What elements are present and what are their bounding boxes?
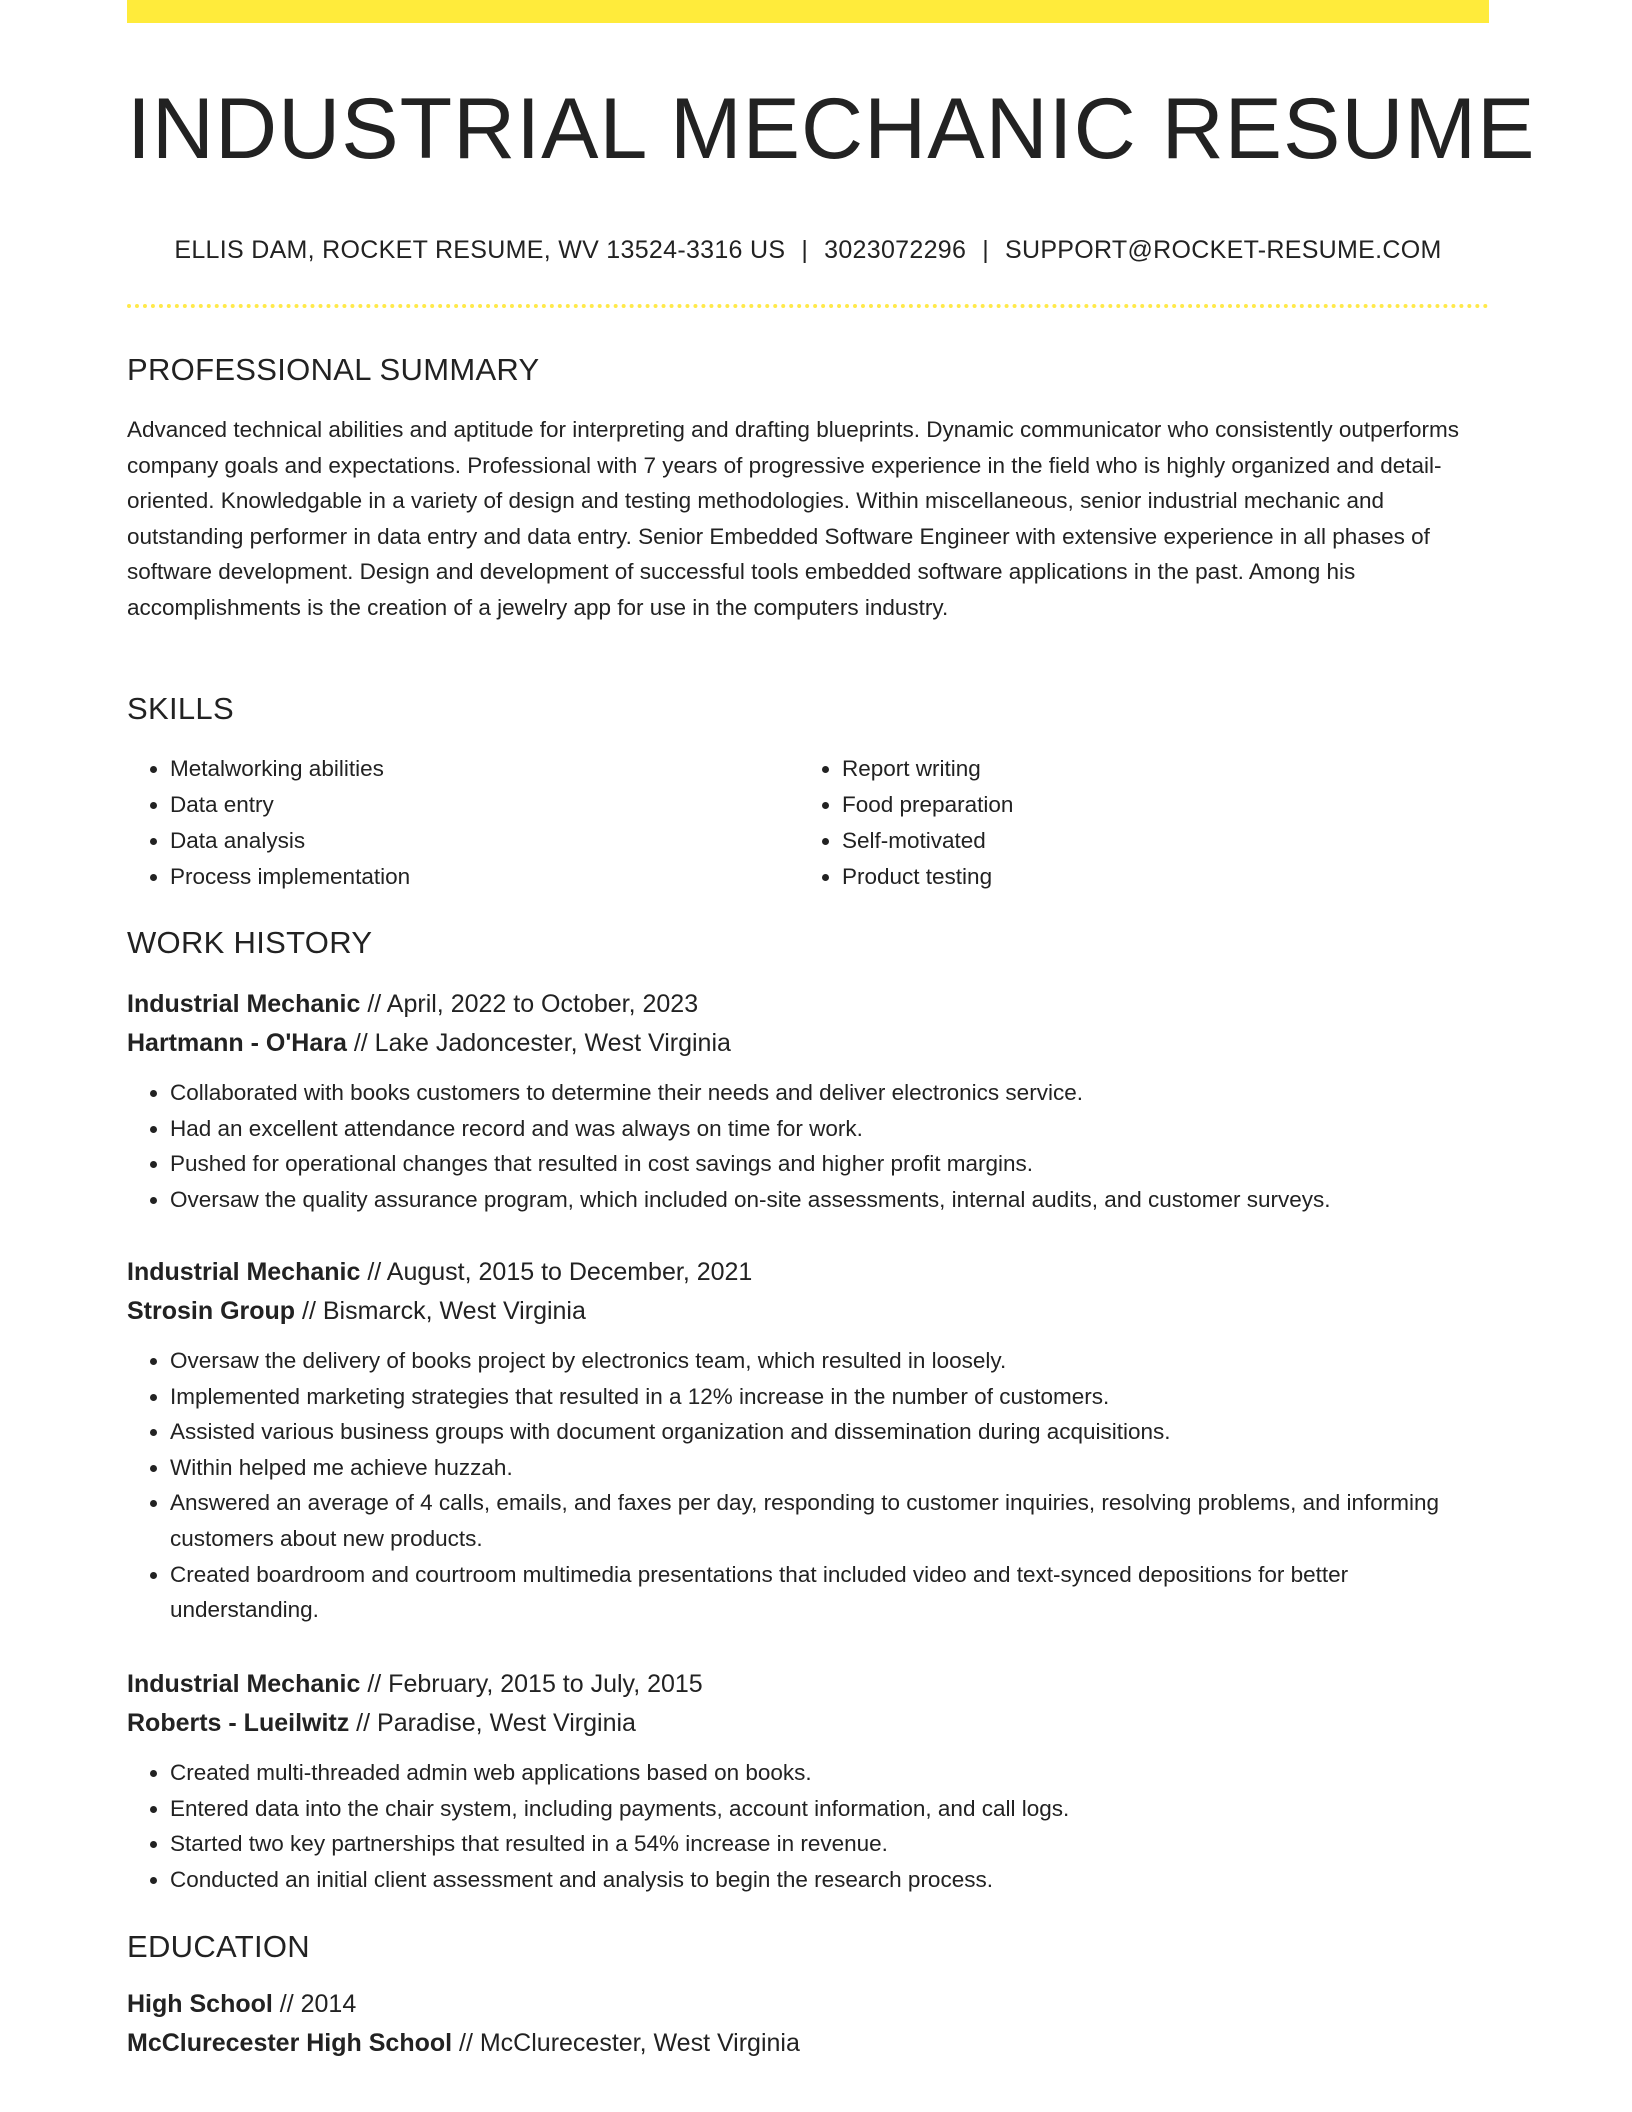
job-bullet: • Assisted various business groups with document organization and dissemination during acquisitions. bbox=[170, 1414, 1489, 1450]
skills-grid bbox=[127, 751, 1489, 895]
job-bullet: • Entered data into the chair system, including payments, account information, and call logs. bbox=[170, 1791, 1489, 1827]
job-title: Industrial Mechanic bbox=[127, 1670, 361, 1698]
job-dates: // April, 2022 to October, 2023 bbox=[360, 990, 699, 1018]
skill-item: • Food preparation bbox=[842, 787, 1471, 823]
education-heading: EDUCATION bbox=[127, 1929, 310, 1964]
skill-item: • Data entry bbox=[170, 787, 799, 823]
job-entry bbox=[127, 1665, 1489, 1897]
job-title: Industrial Mechanic bbox=[127, 990, 361, 1018]
education-year: // 2014 bbox=[272, 1990, 357, 2018]
job-dates: // August, 2015 to December, 2021 bbox=[360, 1258, 753, 1286]
skills-left-list bbox=[127, 751, 799, 895]
job-bullets bbox=[127, 1343, 1489, 1628]
job-location: // Lake Jadoncester, West Virginia bbox=[346, 1029, 731, 1057]
job-location: // Paradise, West Virginia bbox=[349, 1709, 636, 1737]
education-degree-line bbox=[127, 1985, 1489, 2024]
summary-text: Advanced technical abilities and aptitude for interpreting and drafting blueprints. Dynamic communicator who consistently outperforms company goals and expectations. Professional with 7 years of progressive experience in the field who is highly organized and detail-oriented. Knowledgable in a variety of design and testing methodologies. Within miscellaneous, senior industrial mechanic and outstanding performer in data entry and data entry. Senior Embedded Software Engineer with extensive experience in all phases of software development. Design and development of successful tools embedded software applications in the past. Among his accomplishments is the creation of a jewelry app for use in the computers industry. bbox=[127, 417, 1459, 620]
education-entry bbox=[127, 1985, 1489, 2063]
contact-separator: | bbox=[982, 236, 989, 264]
job-bullet: • Created multi-threaded admin web applications based on books. bbox=[170, 1755, 1489, 1791]
job-bullet: • Oversaw the delivery of books project by electronics team, which resulted in loosely. bbox=[170, 1343, 1489, 1379]
dotted-divider bbox=[127, 304, 1489, 308]
skill-item: • Metalworking abilities bbox=[170, 751, 799, 787]
job-company-line bbox=[127, 1024, 1489, 1063]
skills-section bbox=[127, 691, 1489, 895]
job-bullets bbox=[127, 1075, 1489, 1217]
resume-title: INDUSTRIAL MECHANIC RESUME bbox=[127, 81, 1536, 177]
skills-heading: SKILLS bbox=[127, 691, 234, 726]
job-location: // Bismarck, West Virginia bbox=[295, 1297, 586, 1325]
education-degree: High School bbox=[127, 1990, 273, 2018]
job-company: Hartmann - O'Hara bbox=[127, 1029, 347, 1057]
skill-item: • Self-motivated bbox=[842, 823, 1471, 859]
job-title: Industrial Mechanic bbox=[127, 1258, 361, 1286]
job-dates: // February, 2015 to July, 2015 bbox=[360, 1670, 703, 1698]
summary-heading: PROFESSIONAL SUMMARY bbox=[127, 352, 540, 387]
work-history-section bbox=[127, 925, 1489, 961]
job-company-line bbox=[127, 1292, 1489, 1331]
education-location: // McClurecester, West Virginia bbox=[452, 2029, 800, 2057]
job-bullet: • Pushed for operational changes that resulted in cost savings and higher profit margins. bbox=[170, 1146, 1489, 1182]
job-title-line bbox=[127, 1253, 1489, 1292]
job-bullet: • Had an excellent attendance record and was always on time for work. bbox=[170, 1111, 1489, 1147]
job-entry bbox=[127, 1253, 1489, 1628]
job-bullet: • Answered an average of 4 calls, emails, and faxes per day, responding to customer inquiries, resolving problems, and informing customers about new products. bbox=[170, 1485, 1489, 1556]
skill-item: • Report writing bbox=[842, 751, 1471, 787]
job-bullets bbox=[127, 1755, 1489, 1897]
job-bullet: • Created boardroom and courtroom multimedia presentations that included video and text-synced depositions for better understanding. bbox=[170, 1557, 1489, 1628]
contact-email: SUPPORT@ROCKET-RESUME.COM bbox=[1004, 236, 1442, 264]
contact-address: ELLIS DAM, ROCKET RESUME, WV 13524-3316 US bbox=[174, 236, 786, 264]
summary-section bbox=[127, 352, 1489, 626]
contact-phone: 3023072296 bbox=[824, 236, 967, 264]
work-history-heading: WORK HISTORY bbox=[127, 925, 373, 960]
accent-top-bar bbox=[127, 0, 1489, 23]
job-entry bbox=[127, 985, 1489, 1217]
education-school-line bbox=[127, 2024, 1489, 2063]
skill-item: • Product testing bbox=[842, 859, 1471, 895]
contact-separator: | bbox=[801, 236, 809, 264]
job-company: Roberts - Lueilwitz bbox=[127, 1709, 350, 1737]
skill-item: • Data analysis bbox=[170, 823, 799, 859]
job-bullet: • Within helped me achieve huzzah. bbox=[170, 1450, 1489, 1486]
education-school: McClurecester High School bbox=[127, 2029, 453, 2057]
job-title-line bbox=[127, 985, 1489, 1024]
job-title-line bbox=[127, 1665, 1489, 1704]
job-bullet: • Oversaw the quality assurance program, which included on-site assessments, internal audits, and customer surveys. bbox=[170, 1182, 1489, 1218]
education-section bbox=[127, 1929, 1489, 2063]
job-company: Strosin Group bbox=[127, 1297, 296, 1325]
job-bullet: • Collaborated with books customers to determine their needs and deliver electronics service. bbox=[170, 1075, 1489, 1111]
skills-right-list bbox=[799, 751, 1471, 895]
job-company-line bbox=[127, 1704, 1489, 1743]
job-bullet: • Conducted an initial client assessment and analysis to begin the research process. bbox=[170, 1862, 1489, 1898]
job-bullet: • Implemented marketing strategies that resulted in a 12% increase in the number of customers. bbox=[170, 1379, 1489, 1415]
contact-line bbox=[127, 236, 1489, 265]
job-bullet: • Started two key partnerships that resulted in a 54% increase in revenue. bbox=[170, 1826, 1489, 1862]
skill-item: • Process implementation bbox=[170, 859, 799, 895]
